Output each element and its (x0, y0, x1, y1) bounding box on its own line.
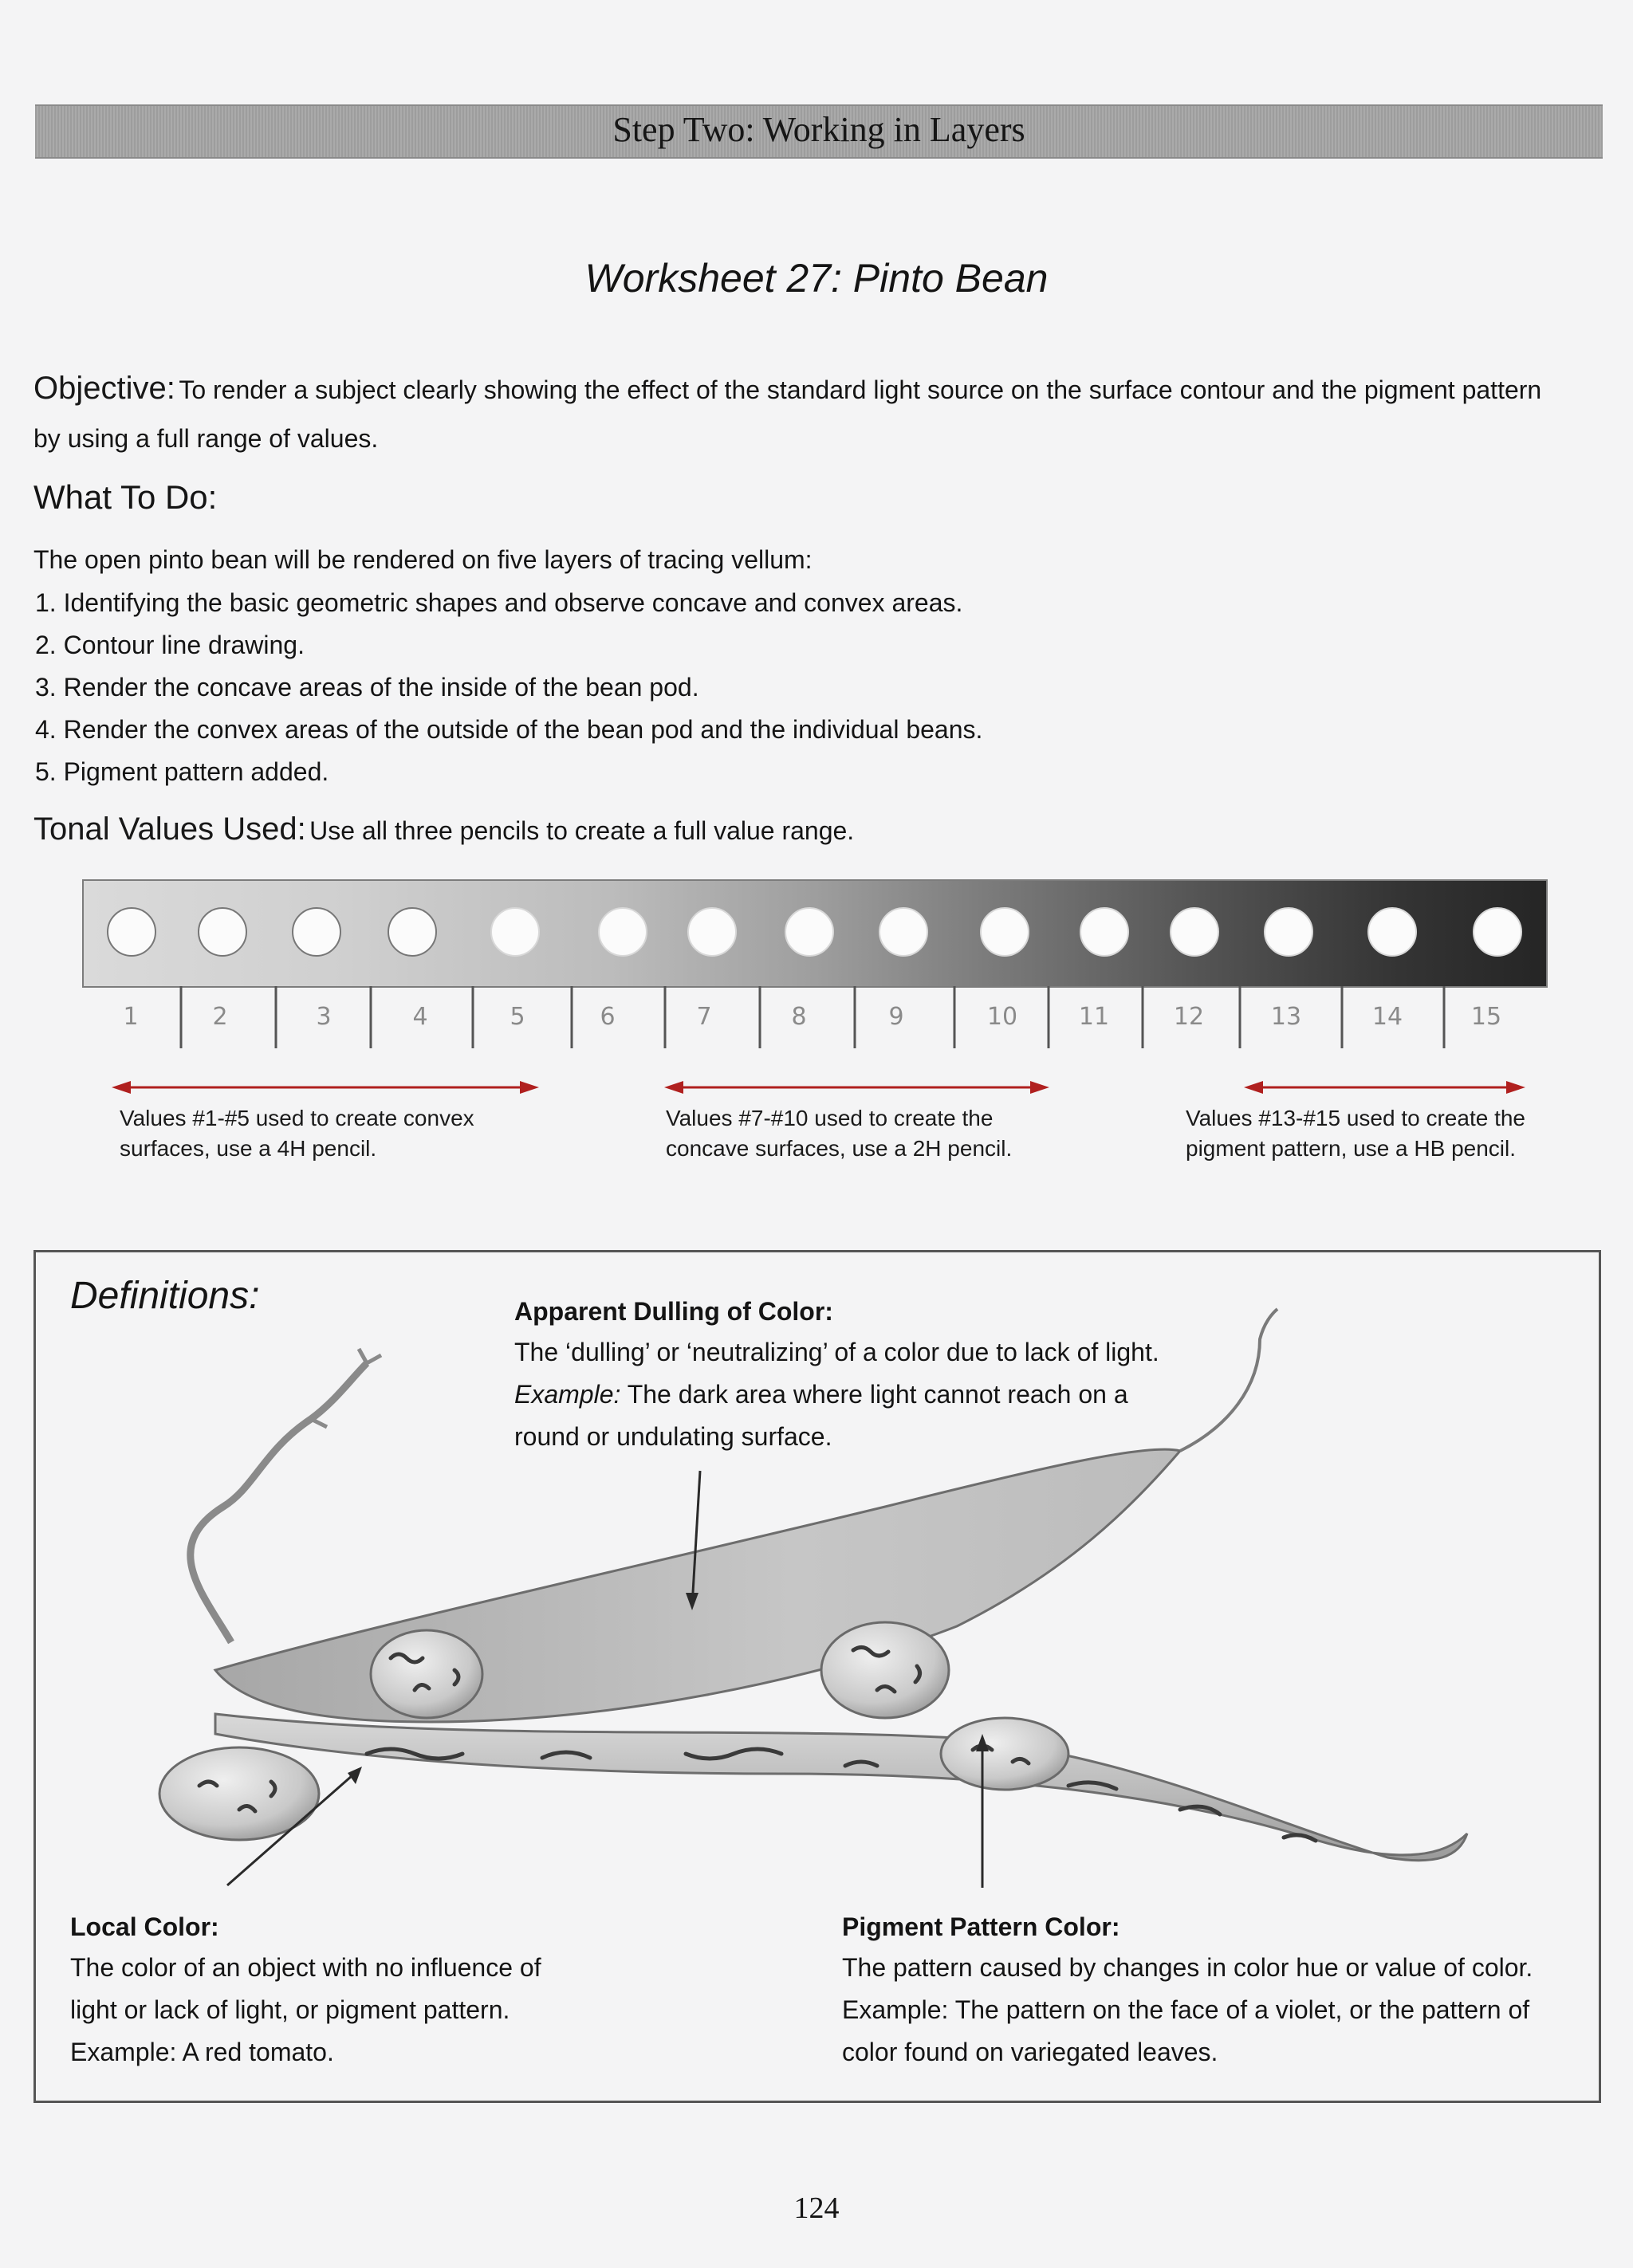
scale-number-1: 1 (123, 1003, 139, 1031)
tonal-values-section (33, 810, 854, 852)
definition-text: color found on variegated leaves. (842, 2038, 1218, 2066)
definition-text: The color of an object with no influence of (70, 1953, 541, 1982)
scale-number-7: 7 (696, 1003, 712, 1031)
range-arrow (112, 1081, 539, 1094)
range-caption-line: Values #1-#5 used to create convex (120, 1106, 474, 1130)
definition-text: light or lack of light, or pigment pattern. (70, 1995, 510, 2024)
range-caption-line: concave surfaces, use a 2H pencil. (666, 1136, 1013, 1161)
value-swatch-circle (1474, 908, 1521, 956)
scale-number-6: 6 (600, 1003, 616, 1031)
list-item: 5. Pigment pattern added. (35, 757, 329, 786)
value-swatch-circle (981, 908, 1029, 956)
scale-number-12: 12 (1173, 1003, 1205, 1031)
example-label: Example: (514, 1380, 621, 1409)
value-range-arrows (0, 1068, 1633, 1100)
definition-title: Pigment Pattern Color: (842, 1912, 1120, 1941)
value-swatch-circle (293, 908, 340, 956)
scale-number-5: 5 (510, 1003, 525, 1031)
range-caption-line: Values #7-#10 used to create the (666, 1106, 994, 1130)
range-arrow (1244, 1081, 1525, 1094)
what-to-do-heading: What To Do: (33, 478, 218, 516)
scale-number-15: 15 (1470, 1003, 1502, 1031)
worksheet-title: Worksheet 27: Pinto Bean (584, 256, 1049, 301)
value-scale-circles (82, 879, 1544, 985)
list-item: 1. Identifying the basic geometric shapes and observe concave and convex areas. (35, 588, 963, 617)
value-swatch-circle (599, 908, 647, 956)
scale-number-3: 3 (316, 1003, 332, 1031)
list-item: 3. Render the concave areas of the inside of the bean pod. (35, 673, 699, 702)
list-item: 2. Contour line drawing. (35, 631, 305, 659)
scale-number-11: 11 (1078, 1003, 1110, 1031)
definition-text: The ‘dulling’ or ‘neutralizing’ of a color due to lack of light. (514, 1338, 1159, 1366)
what-to-do-intro: The open pinto bean will be rendered on five layers of tracing vellum: (33, 545, 813, 574)
value-swatch-circle (1265, 908, 1312, 956)
tonal-values-text: Use all three pencils to create a full value range. (309, 816, 855, 845)
definition-text (514, 1374, 1232, 1416)
range-caption-line: surfaces, use a 4H pencil. (120, 1136, 377, 1161)
range-caption-convex (120, 1103, 474, 1164)
definition-apparent-dulling (514, 1291, 1232, 1458)
definition-text: round or undulating surface. (514, 1422, 832, 1451)
value-swatch-circle (1368, 908, 1416, 956)
objective-section (33, 367, 1604, 466)
range-caption-line: pigment pattern, use a HB pencil. (1186, 1136, 1517, 1161)
page-number: 124 (793, 2191, 840, 2225)
scale-number-9: 9 (888, 1003, 904, 1031)
definition-pigment-pattern (842, 1907, 1592, 2073)
objective-text-line2: by using a full range of values. (33, 424, 379, 453)
definition-local-color (70, 1907, 724, 2073)
value-swatch-circle (1171, 908, 1218, 956)
value-swatch-circle (388, 908, 436, 956)
definition-text: Example: The pattern on the face of a violet, or the pattern of (842, 1995, 1530, 2024)
definitions-heading: Definitions: (70, 1275, 260, 1317)
definition-text-cont: The dark area where light cannot reach on a (627, 1380, 1128, 1409)
value-swatch-circle (785, 908, 833, 956)
definition-text: The pattern caused by changes in color hue or value of color. (842, 1953, 1533, 1982)
range-caption-pigment (1186, 1103, 1525, 1164)
scale-number-13: 13 (1270, 1003, 1302, 1031)
range-caption-concave (666, 1103, 1012, 1164)
scale-number-2: 2 (212, 1003, 228, 1031)
value-swatch-circle (491, 908, 539, 956)
range-arrow (664, 1081, 1049, 1094)
scale-number-8: 8 (791, 1003, 807, 1031)
objective-text-line1: To render a subject clearly showing the effect of the standard light source on the surface contour and the pigment pattern (179, 375, 1542, 404)
list-item: 4. Render the convex areas of the outside of the bean pod and the individual beans. (35, 715, 983, 744)
value-swatch-circle (199, 908, 246, 956)
scale-number-14: 14 (1371, 1003, 1403, 1031)
steps-list (35, 582, 982, 793)
bean-seed (941, 1718, 1068, 1790)
value-swatch-circle (879, 908, 927, 956)
definition-text: Example: A red tomato. (70, 2038, 334, 2066)
objective-label: Objective: (33, 371, 175, 406)
bean-pod-inner (215, 1449, 1180, 1722)
tonal-values-label: Tonal Values Used: (33, 812, 306, 847)
range-caption-line: Values #13-#15 used to create the (1186, 1106, 1526, 1130)
value-swatch-circle (1080, 908, 1128, 956)
value-swatch-circle (688, 908, 736, 956)
bean-pod-outer (215, 1714, 1467, 1861)
definition-title: Local Color: (70, 1912, 219, 1941)
bean-seed (371, 1630, 482, 1718)
value-swatch-circle (108, 908, 155, 956)
bean-seed (821, 1622, 949, 1718)
scale-number-10: 10 (986, 1003, 1018, 1031)
bean-stem (191, 1363, 367, 1642)
scale-number-4: 4 (412, 1003, 428, 1031)
section-header-title: Step Two: Working in Layers (612, 110, 1025, 149)
definition-title: Apparent Dulling of Color: (514, 1297, 833, 1326)
